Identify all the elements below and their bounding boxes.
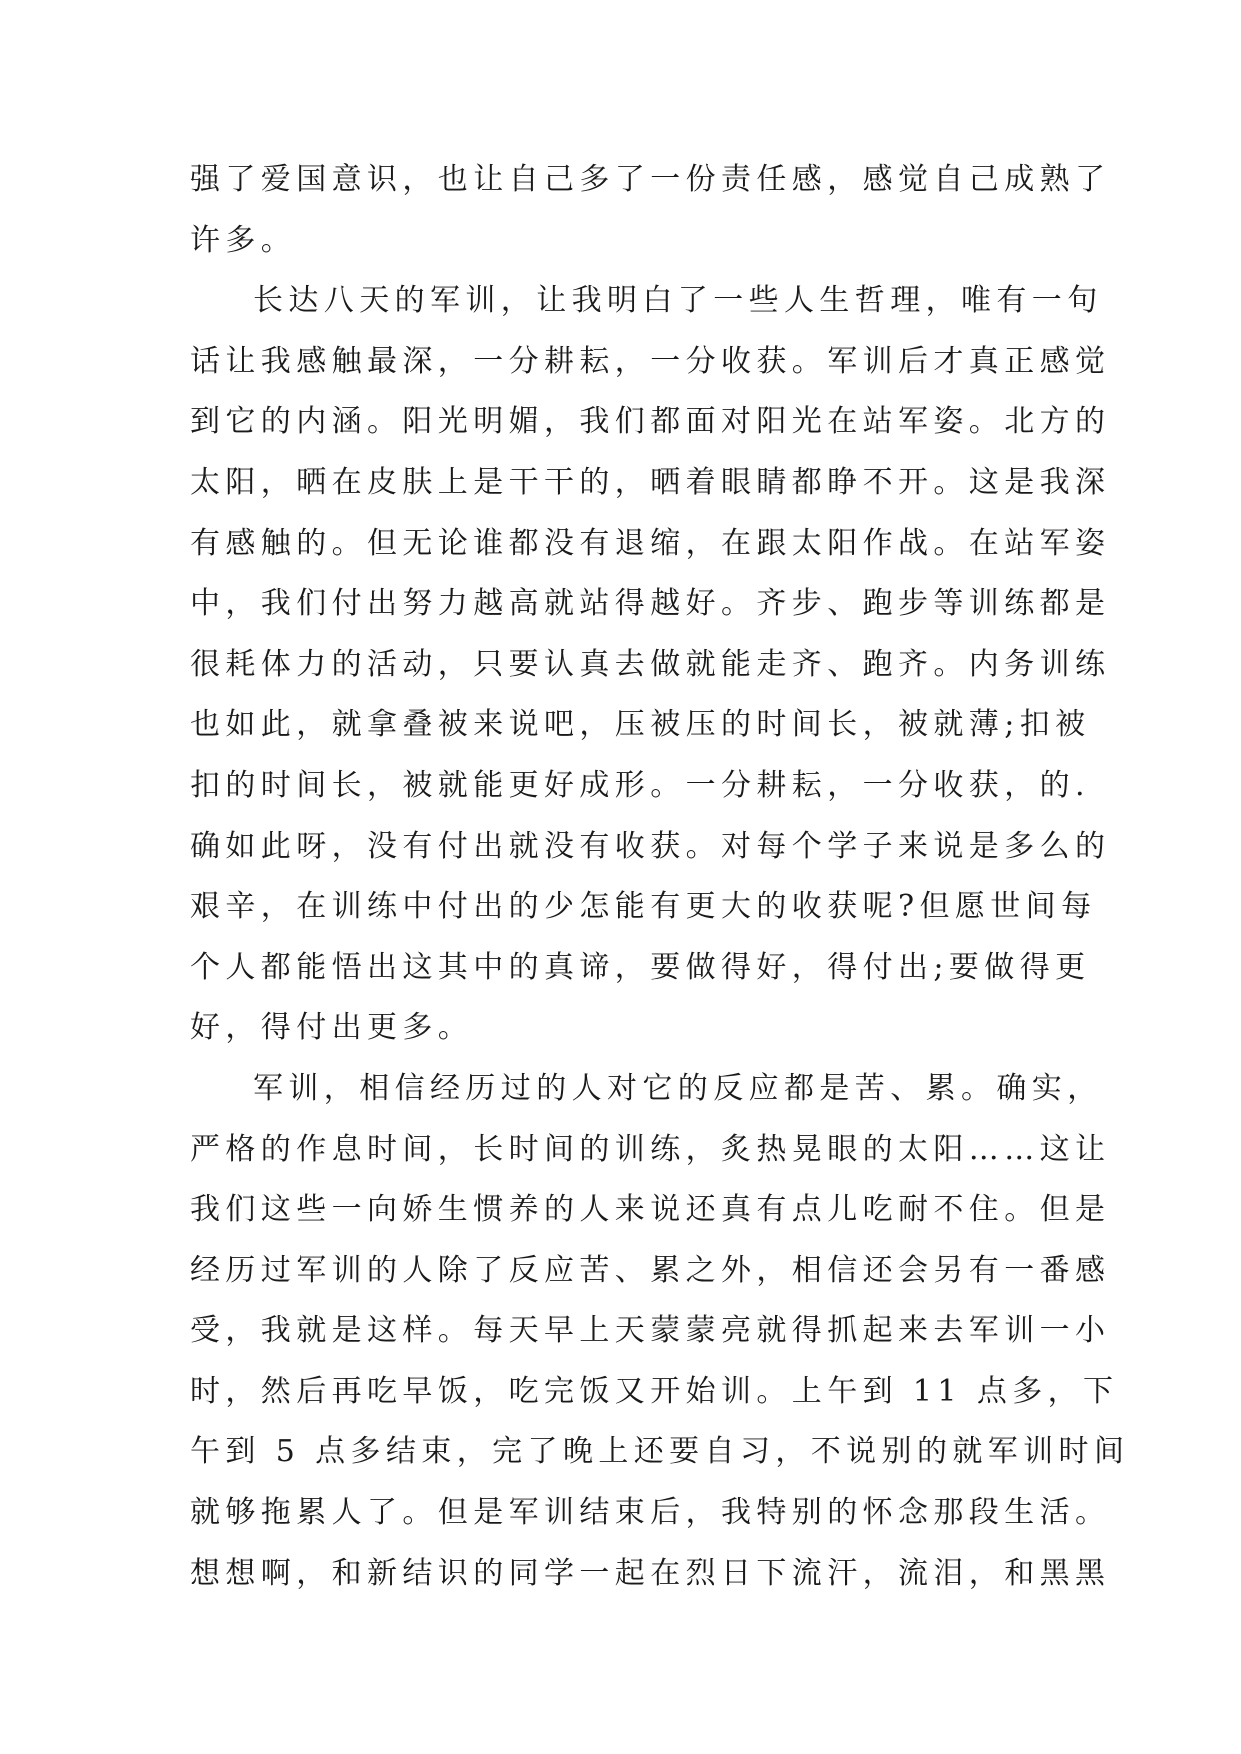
text-line: 严格的作息时间，长时间的训练，炙热晃眼的太阳……这让	[190, 1131, 1111, 1167]
text-line: 扣的时间长，被就能更好成形。一分耕耘，一分收获，的.	[190, 767, 1090, 803]
text-line: 太阳，晒在皮肤上是干干的，晒着眼睛都睁不开。这是我深	[190, 464, 1111, 500]
text-line: 就够拖累人了。但是军训结束后，我特别的怀念那段生活。	[190, 1495, 1111, 1531]
text-line: 个人都能悟出这其中的真谛，要做得好，得付出;要做得更	[190, 949, 1091, 985]
text-line: 中，我们付出努力越高就站得越好。齐步、跑步等训练都是	[190, 586, 1111, 622]
text-line: 受，我就是这样。每天早上天蒙蒙亮就得抓起来去军训一小	[190, 1313, 1111, 1349]
text-line: 想想啊，和新结识的同学一起在烈日下流汗，流泪，和黑黑	[190, 1555, 1111, 1591]
text-line: 经历过军训的人除了反应苦、累之外，相信还会另有一番感	[190, 1252, 1111, 1288]
text-line: 艰辛，在训练中付出的少怎能有更大的收获呢?但愿世间每	[190, 889, 1097, 925]
text-line: 好，得付出更多。	[190, 1010, 474, 1046]
text-line: 午到 5 点多结束，完了晚上还要自习，不说别的就军训时间	[190, 1434, 1130, 1470]
text-line: 确如此呀，没有付出就没有收获。对每个学子来说是多么的	[190, 828, 1111, 864]
text-line: 到它的内涵。阳光明媚，我们都面对阳光在站军姿。北方的	[190, 404, 1111, 440]
paragraph-first-line: 军训，相信经历过的人对它的反应都是苦、累。确实，	[253, 1070, 1103, 1106]
text-line: 我们这些一向娇生惯养的人来说还真有点儿吃耐不住。但是	[190, 1192, 1111, 1228]
text-line: 强了爱国意识，也让自己多了一份责任感，感觉自己成熟了	[190, 162, 1111, 197]
document-body	[190, 150, 1130, 1604]
paragraph-first-line: 长达八天的军训，让我明白了一些人生哲理，唯有一句	[253, 283, 1103, 319]
text-line: 很耗体力的活动，只要认真去做就能走齐、跑齐。内务训练	[190, 646, 1111, 682]
text-line: 时，然后再吃早饭，吃完饭又开始训。上午到 11 点多，下	[190, 1373, 1119, 1409]
text-line: 也如此，就拿叠被来说吧，压被压的时间长，被就薄;扣被	[190, 707, 1091, 743]
text-line: 许多。	[190, 222, 297, 258]
text-line: 话让我感触最深，一分耕耘，一分收获。军训后才真正感觉	[190, 343, 1111, 379]
text-line: 有感触的。但无论谁都没有退缩，在跟太阳作战。在站军姿	[190, 525, 1111, 561]
